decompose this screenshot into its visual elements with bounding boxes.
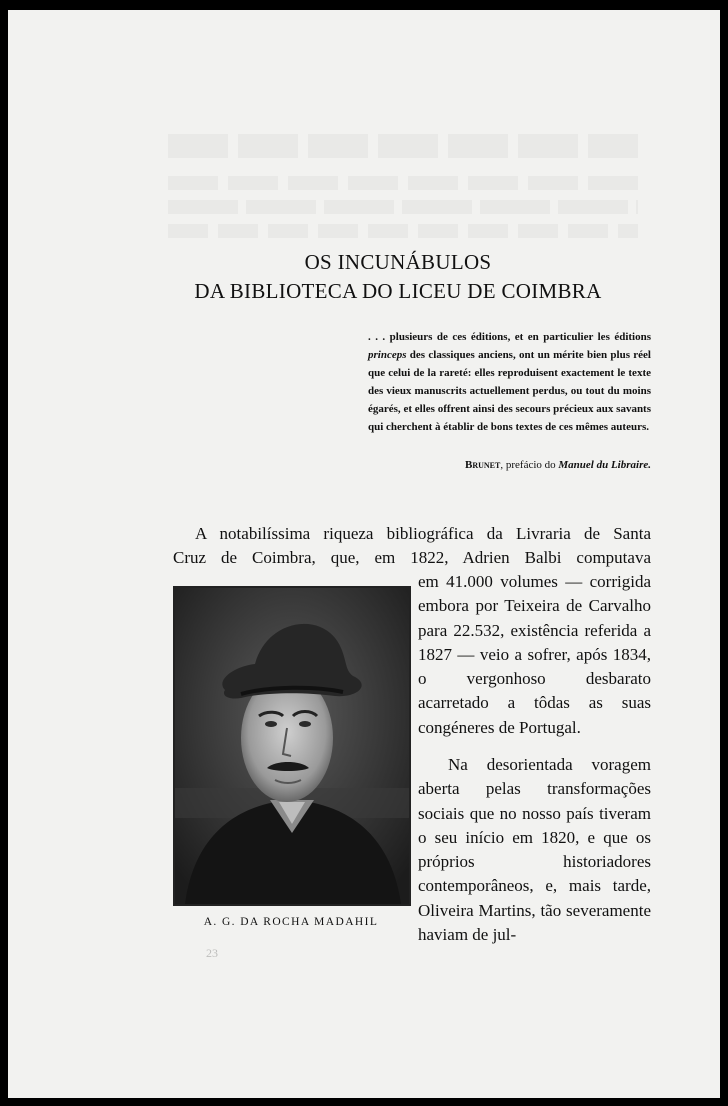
bleed-through-text bbox=[168, 90, 638, 238]
body-full-line-1: A notabilíssima riqueza bibliográfica da Livraria de Santa bbox=[195, 524, 651, 543]
epigraph-attribution-middle: , prefácio do bbox=[500, 459, 559, 471]
body-column-paragraph-2: Na desorientada voragem aberta pelas transformações sociais que no nosso país tiveram o seu início em 1820, e que os próprios historiadores contemporâneos, e, mais tarde, Oliveira Martins, tão severamente haviam de jul- bbox=[418, 755, 651, 945]
epigraph-italic-word: princeps bbox=[368, 349, 407, 361]
body-column-paragraph-1: em 41.000 volumes — corrigida embora por Teixeira de Carvalho para 22.532, existência referida a 1827 — veio a sofrer, após 1834, o vergonhoso desbarato acarretado a tôdas as suas congéneres de Portugal. bbox=[418, 572, 651, 737]
body-full-line-2: Cruz de Coimbra, que, em 1822, Adrien Balbi computava bbox=[173, 548, 651, 567]
epigraph-attribution bbox=[398, 459, 651, 471]
epigraph-quote: . . . plusieurs de ces éditions, et en particulier les éditions princeps des classiques anciens, ont un mérite bien plus réel que celui de la rareté: elles reproduisent exactement le texte des vieux manuscrits actuellement perdus, ou tout du moins égarés, et elles offrent ainsi des secours précieux aux savants qui cherchent à établir de bons textes de ces mêmes auteurs. bbox=[368, 331, 651, 433]
page-marker: 23 bbox=[206, 946, 218, 960]
epigraph-work: Manuel du Libraire. bbox=[558, 459, 651, 471]
portrait-caption: A. G. DA ROCHA MADAHIL bbox=[203, 916, 379, 928]
title-line-1: OS INCUNÁBULOS bbox=[304, 250, 492, 274]
author-portrait bbox=[173, 586, 411, 906]
article-title bbox=[168, 248, 628, 306]
document-page bbox=[8, 10, 720, 1098]
title-line-2: DA BIBLIOTECA DO LICEU DE COIMBRA bbox=[194, 279, 602, 303]
portrait-image bbox=[175, 588, 409, 904]
epigraph-author: Brunet bbox=[465, 459, 501, 471]
